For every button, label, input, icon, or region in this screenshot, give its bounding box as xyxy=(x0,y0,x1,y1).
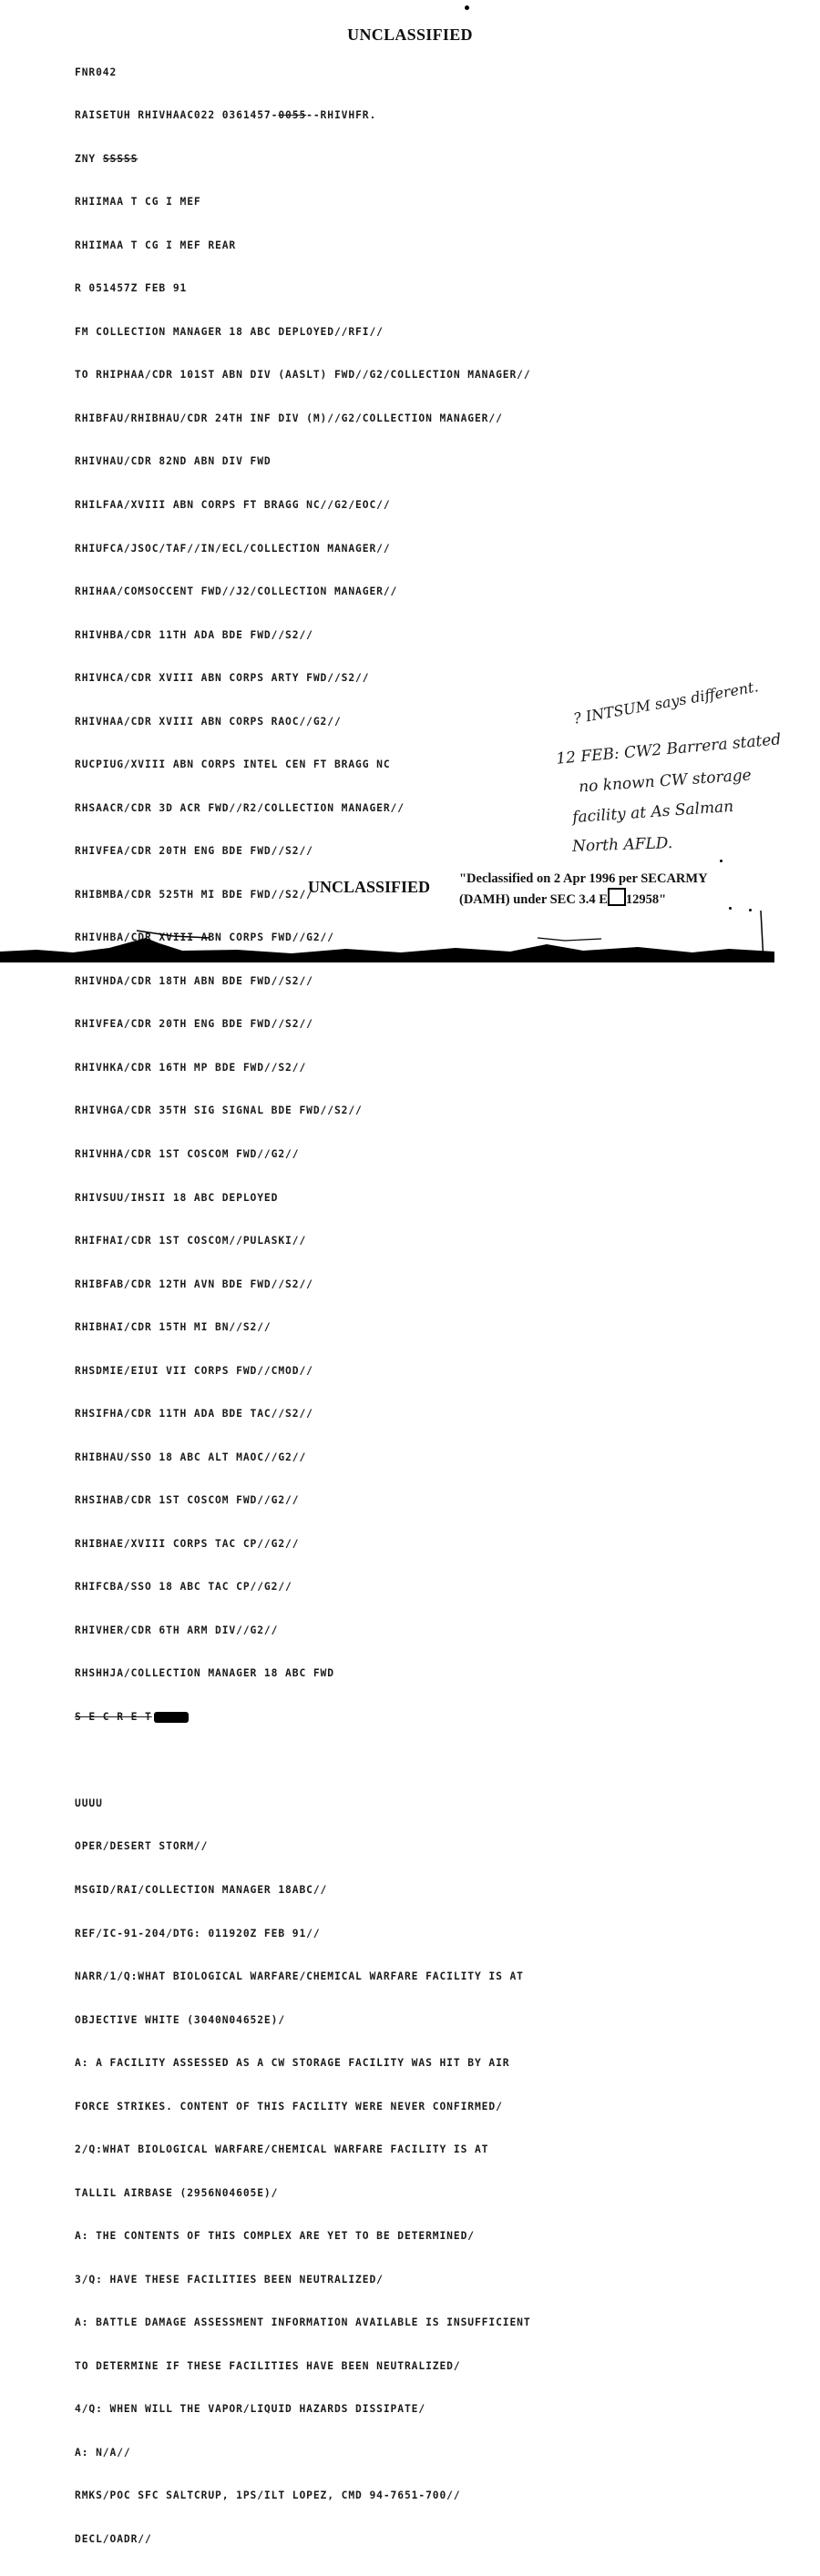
message-line: RHIFHAI/CDR 1ST COSCOM//PULASKI// xyxy=(75,1235,307,1247)
message-line: OBJECTIVE WHITE (3040N04652E)/ xyxy=(75,2013,286,2026)
message-line: RHSHHJA/COLLECTION MANAGER 18 ABC FWD xyxy=(75,1667,334,1680)
box-mark xyxy=(608,888,626,906)
message-line: RHIVHBA/CDR 11TH ADA BDE FWD//S2// xyxy=(75,628,313,641)
message-line: TO RHIPHAA/CDR 101ST ABN DIV (AASLT) FWD//G2/COLLECTION MANAGER// xyxy=(75,369,531,382)
message-line: RHIBHAI/CDR 15TH MI BN//S2// xyxy=(75,1321,272,1334)
message-line: RHIIMAA T CG I MEF REAR xyxy=(75,239,237,251)
message-line: RHIIMAA T CG I MEF xyxy=(75,196,201,209)
message-line: RHIBMBA/CDR 525TH MI BDE FWD//S2// xyxy=(75,888,313,901)
handwritten-note-line: ? INTSUM says different. xyxy=(571,677,760,728)
message-line xyxy=(75,1753,594,1767)
message-line: RHIVHBA/CDR XVIII ABN CORPS FWD//G2// xyxy=(75,932,334,944)
message-line: RHIHAA/COMSOCCENT FWD//J2/COLLECTION MANAGER// xyxy=(75,585,398,598)
message-line: DECL/OADR// xyxy=(75,2532,152,2545)
message-line: TO DETERMINE IF THESE FACILITIES HAVE BEEN NEUTRALIZED/ xyxy=(75,2359,461,2372)
message-line: RHSAACR/CDR 3D ACR FWD//R2/COLLECTION MANAGER// xyxy=(75,801,405,814)
classification-footer: UNCLASSIFIED xyxy=(308,878,431,896)
message-line: RHIVHHA/CDR 1ST COSCOM FWD//G2// xyxy=(75,1147,300,1160)
redaction-mark xyxy=(154,1712,189,1723)
message-line: A: A FACILITY ASSESSED AS A CW STORAGE FACILITY WAS HIT BY AIR xyxy=(75,2057,510,2070)
message-line: RHIFCBA/SSO 18 ABC TAC CP//G2// xyxy=(75,1581,292,1593)
message-line: R 051457Z FEB 91 xyxy=(75,282,188,295)
message-line: 4/Q: WHEN WILL THE VAPOR/LIQUID HAZARDS DISSIPATE/ xyxy=(75,2403,426,2416)
message-line: RHIBHAE/XVIII CORPS TAC CP//G2// xyxy=(75,1537,300,1550)
handwritten-note-line: facility at As Salman xyxy=(571,797,734,828)
message-line: RHIVHER/CDR 6TH ARM DIV//G2// xyxy=(75,1624,279,1636)
message-line: FORCE STRIKES. CONTENT OF THIS FACILITY WERE NEVER CONFIRMED/ xyxy=(75,2100,503,2113)
message-line: RHIBFAU/RHIBHAU/CDR 24TH INF DIV (M)//G2/COLLECTION MANAGER// xyxy=(75,412,503,424)
message-line: FM COLLECTION MANAGER 18 ABC DEPLOYED//RFI// xyxy=(75,325,384,338)
message-line: RHIVHAU/CDR 82ND ABN DIV FWD xyxy=(75,455,272,468)
message-line: RHIVHCA/CDR XVIII ABN CORPS ARTY FWD//S2// xyxy=(75,672,370,685)
message-line: MSGID/RAI/COLLECTION MANAGER 18ABC// xyxy=(75,1884,328,1896)
message-line: RHSDMIE/EIUI VII CORPS FWD//CMOD// xyxy=(75,1364,313,1377)
scan-speck xyxy=(465,5,469,10)
message-line: RHIVHKA/CDR 16TH MP BDE FWD//S2// xyxy=(75,1061,307,1074)
message-line: RHIVFEA/CDR 20TH ENG BDE FWD//S2// xyxy=(75,845,313,858)
handwritten-note-line: no known CW storage xyxy=(578,766,753,797)
message-line: RAISETUH RHIVHAAC022 0361457-0055--RHIVHFR. xyxy=(75,109,377,122)
message-line: RHSIFHA/CDR 11TH ADA BDE TAC//S2// xyxy=(75,1408,313,1420)
message-line: NARR/1/Q:WHAT BIOLOGICAL WARFARE/CHEMICAL WARFARE FACILITY IS AT xyxy=(75,1970,524,1983)
message-line: A: N/A// xyxy=(75,2446,131,2459)
message-line: RHSIHAB/CDR 1ST COSCOM FWD//G2// xyxy=(75,1494,300,1507)
message-line: RHIVHAA/CDR XVIII ABN CORPS RAOC//G2// xyxy=(75,715,342,728)
torn-bottom-edge xyxy=(0,911,774,962)
scan-speck xyxy=(729,907,732,910)
message-line: RHILFAA/XVIII ABN CORPS FT BRAGG NC//G2/EOC// xyxy=(75,499,391,511)
message-line: RHIVHDA/CDR 18TH ABN BDE FWD//S2// xyxy=(75,974,313,987)
handwritten-note-line: North AFLD. xyxy=(571,834,673,856)
message-line: A: THE CONTENTS OF THIS COMPLEX ARE YET TO BE DETERMINED/ xyxy=(75,2230,475,2243)
message-line: 3/Q: HAVE THESE FACILITIES BEEN NEUTRALIZED/ xyxy=(75,2273,384,2286)
handwritten-note-line: 12 FEB: CW2 Barrera stated xyxy=(555,730,783,769)
declassification-stamp: "Declassified on 2 Apr 1996 per SECARMY (DAMH) under SEC 3.4 E 12958" xyxy=(459,871,708,907)
message-line: RUCPIUG/XVIII ABN CORPS INTEL CEN FT BRAGG NC xyxy=(75,759,391,771)
message-line: UUUU xyxy=(75,1797,103,1809)
message-line: RHIBFAB/CDR 12TH AVN BDE FWD//S2// xyxy=(75,1278,313,1290)
message-line: OPER/DESERT STORM// xyxy=(75,1840,209,1853)
message-line: S E C R E T xyxy=(75,1710,594,1725)
message-line: RHIBHAU/SSO 18 ABC ALT MAOC//G2// xyxy=(75,1451,307,1463)
message-line: TALLIL AIRBASE (2956N04605E)/ xyxy=(75,2186,279,2199)
message-line: RHIVFEA/CDR 20TH ENG BDE FWD//S2// xyxy=(75,1018,313,1031)
message-line: RHIVSUU/IHSII 18 ABC DEPLOYED xyxy=(75,1191,279,1204)
message-line: FNR042 xyxy=(75,66,118,78)
message-line: RMKS/POC SFC SALTCRUP, 1PS/ILT LOPEZ, CMD 94-7651-700// xyxy=(75,2489,461,2502)
message-body xyxy=(75,36,594,2576)
classification-header: UNCLASSIFIED xyxy=(347,25,473,44)
message-line: RHIUFCA/JSOC/TAF//IN/ECL/COLLECTION MANAGER// xyxy=(75,542,391,555)
message-line: A: BATTLE DAMAGE ASSESSMENT INFORMATION AVAILABLE IS INSUFFICIENT xyxy=(75,2316,531,2329)
scan-speck xyxy=(720,860,723,862)
message-line: RHIVHGA/CDR 35TH SIG SIGNAL BDE FWD//S2// xyxy=(75,1105,363,1117)
message-line: REF/IC-91-204/DTG: 011920Z FEB 91// xyxy=(75,1927,321,1940)
message-line: 2/Q:WHAT BIOLOGICAL WARFARE/CHEMICAL WARFARE FACILITY IS AT xyxy=(75,2143,489,2156)
message-line: ZNY SSSSS xyxy=(75,152,138,165)
